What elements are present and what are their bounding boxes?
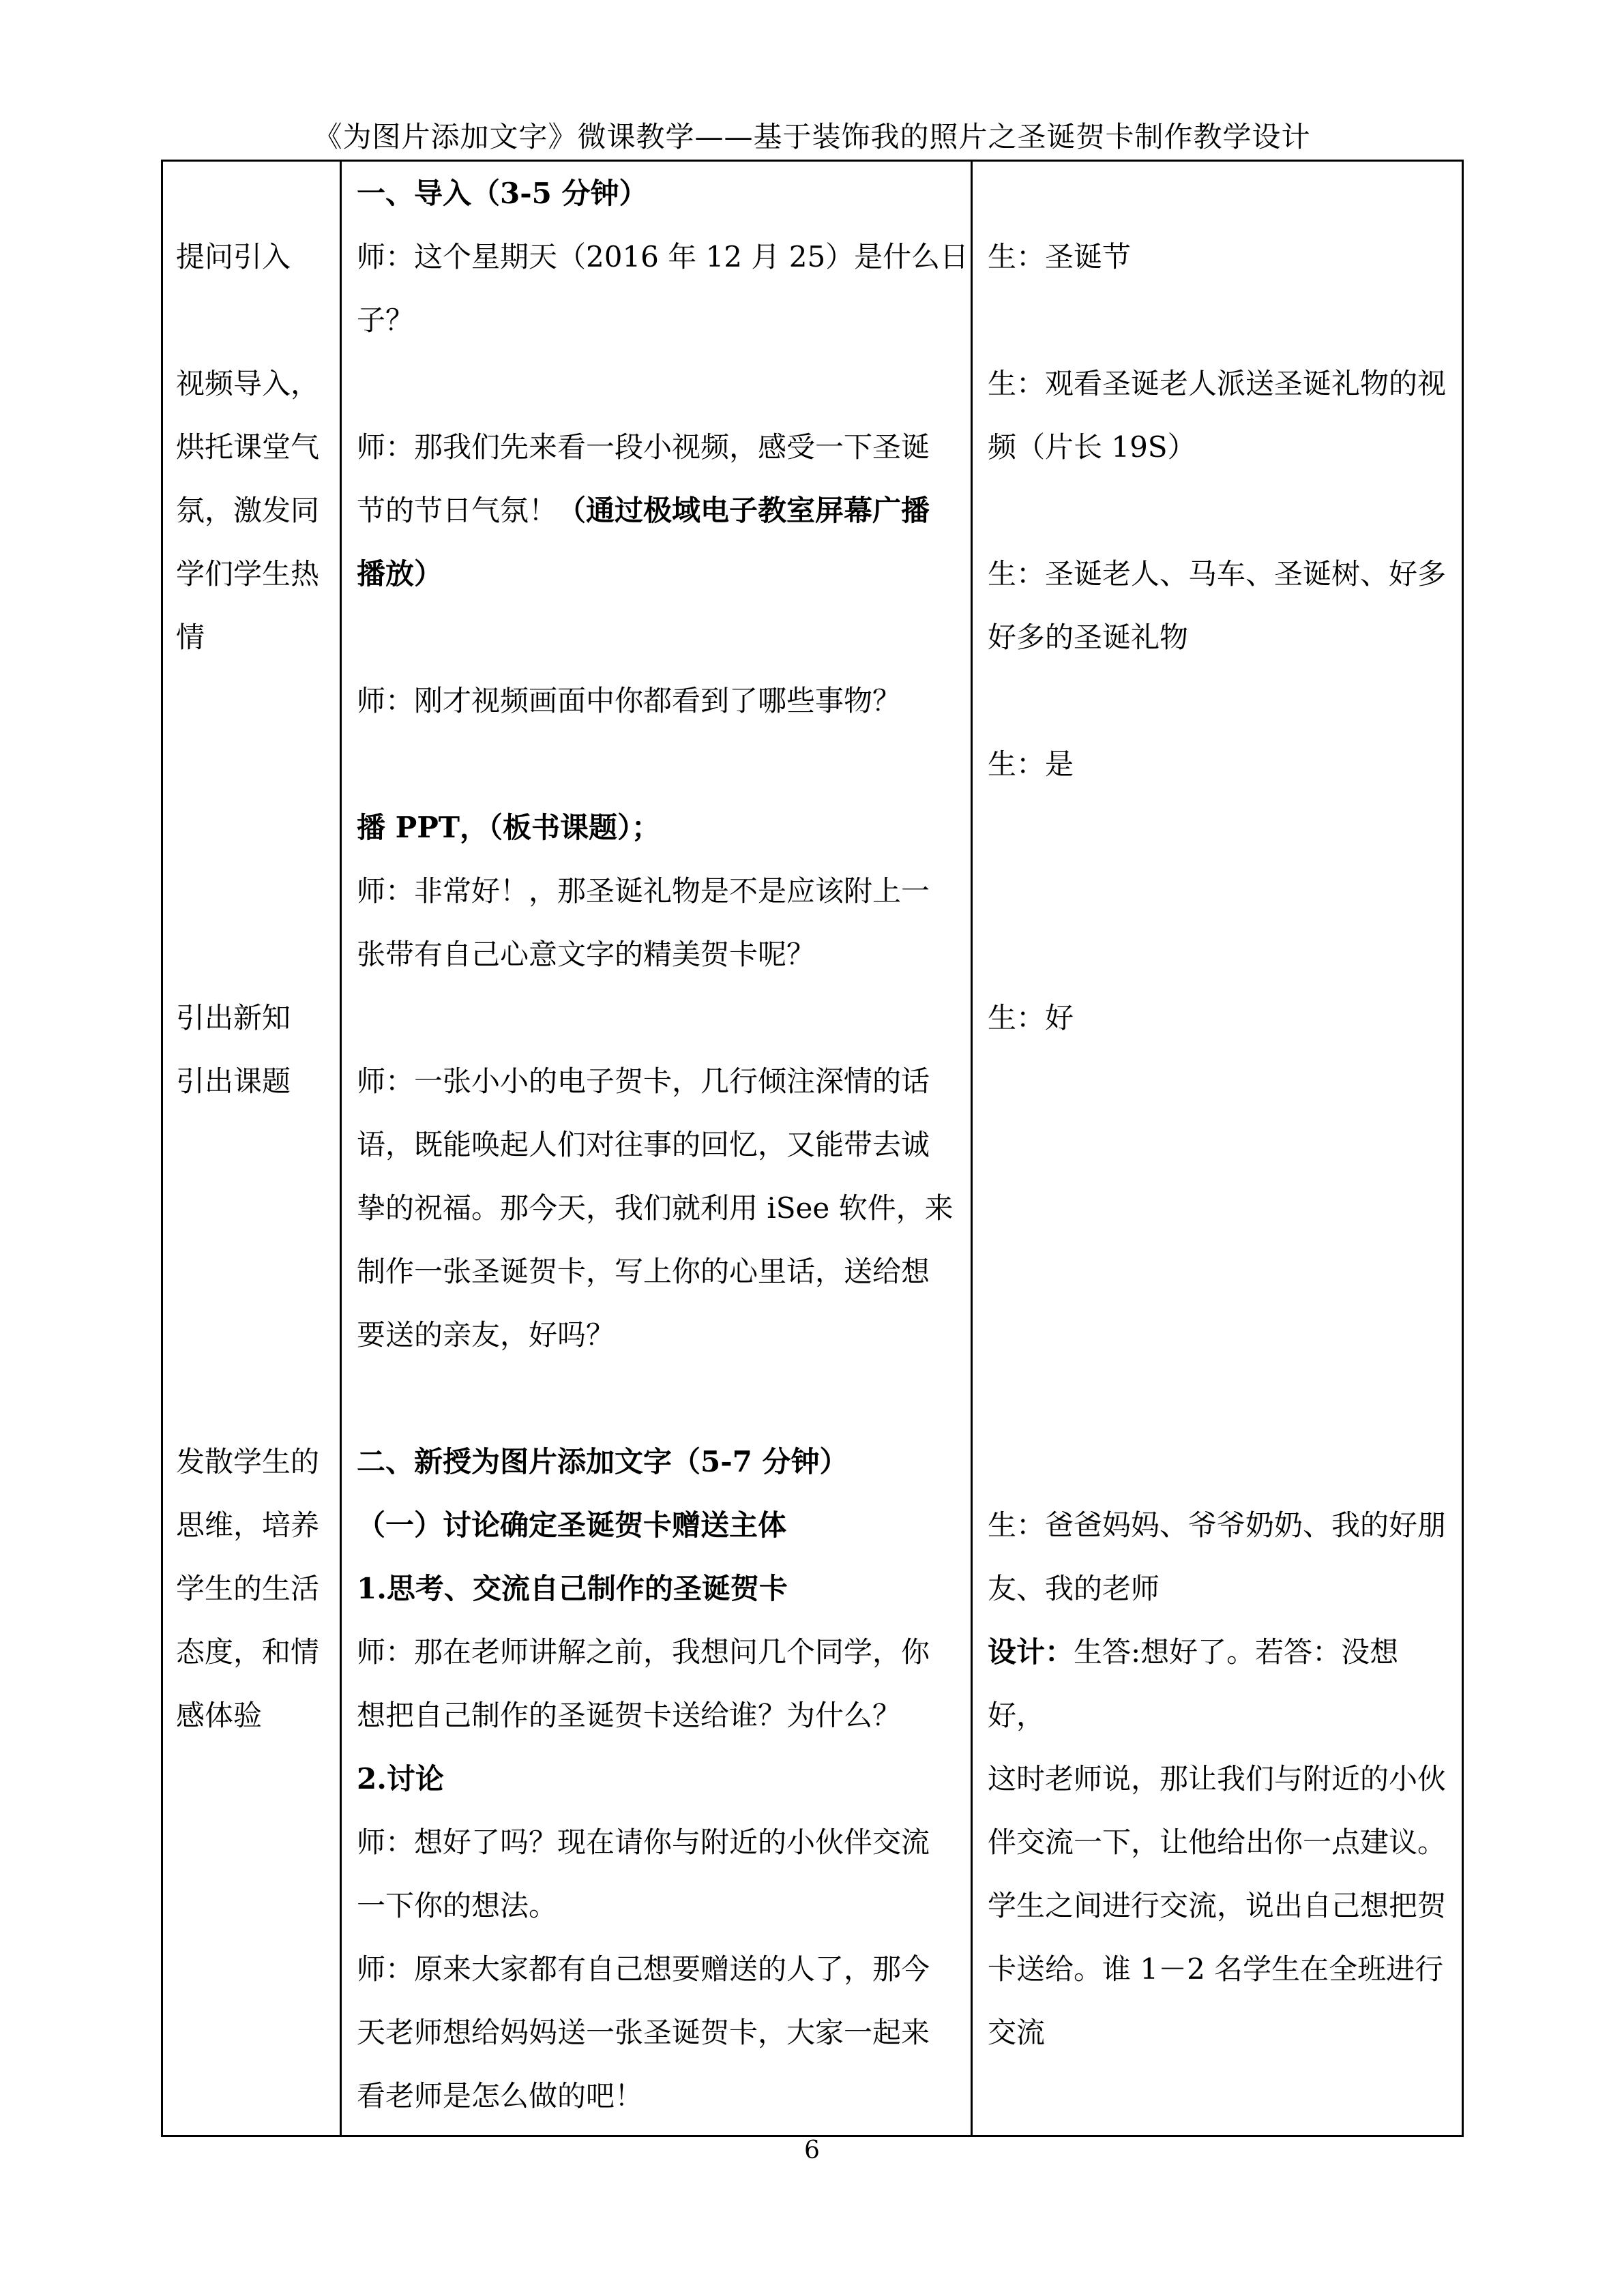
text-line: 提问引入 [176,240,291,273]
text-line: 生：观看圣诞老人派送圣诞礼物的视 [988,367,1447,400]
text-line: 学生的生活 [176,1572,320,1605]
objectives-column [176,162,333,1747]
text-line: 制作一张圣诞贺卡，写上你的心里话，送给想 [357,1255,930,1288]
text-line: 氛，激发同 [176,494,320,527]
blank-line [988,1367,1458,1430]
blank-line [176,732,333,796]
blank-line [357,986,964,1049]
text-line: 师：那在老师讲解之前，我想问几个同学，你 [357,1635,930,1669]
blank-line [176,669,333,732]
text-line: 学生之间进行交流，说出自己想把贺 [988,1889,1447,1922]
text-line: 这时老师说，那让我们与附近的小伙 [988,1762,1447,1795]
text-line: 师：那我们先来看一段小视频，感受一下圣诞 [357,430,930,464]
text-span: 设计： [988,1635,1074,1669]
text-line: 师：一张小小的电子贺卡，几行倾注深情的话 [357,1064,930,1098]
blank-line [357,352,964,415]
text-line: 师：刚才视频画面中你都看到了哪些事物？ [357,684,902,717]
table-divider [340,160,342,2137]
blank-line [176,162,333,225]
text-line: 发散学生的 [176,1445,320,1478]
text-line: 友、我的老师 [988,1572,1160,1605]
text-line: 生：是 [988,747,1074,781]
blank-line [988,479,1458,542]
text-line: 师：原来大家都有自己想要赠送的人了，那今 [357,1952,930,1986]
blank-line [176,1240,333,1303]
blank-line [988,1430,1458,1493]
table-divider [971,160,973,2137]
text-line: 生：圣诞节 [988,240,1132,273]
blank-line [357,1367,964,1430]
text-line: 视频导入， [176,367,320,400]
text-line: 生：好 [988,1001,1074,1034]
text-line: 二、新授为图片添加文字（5-7 分钟） [357,1445,848,1478]
student-activity-column [988,162,1458,2064]
text-line: 生：圣诞老人、马车、圣诞树、好多 [988,557,1447,591]
text-span: 节的节日气氛！ [357,494,558,527]
text-line: 一下你的想法。 [357,1889,558,1922]
blank-line [176,1113,333,1176]
text-line: 好， [988,1699,1046,1732]
text-line: 看老师是怎么做的吧！ [357,2079,644,2113]
text-line: 态度，和情 [176,1635,320,1669]
blank-line [176,796,333,859]
blank-line [988,669,1458,732]
text-line: 想把自己制作的圣诞贺卡送给谁？为什么？ [357,1699,902,1732]
text-span: （通过极域电子教室屏幕广播 [557,494,930,527]
text-line: 播放） [357,557,443,591]
text-line: 语，既能唤起人们对往事的回忆，又能带去诚 [357,1128,930,1161]
blank-line [176,1176,333,1240]
text-line: 频（片长 19S） [988,430,1196,464]
text-line: 师：这个星期天（2016 年 12 月 25）是什么日 [357,240,969,273]
text-line: 1.思考、交流自己制作的圣诞贺卡 [357,1572,788,1605]
blank-line [357,606,964,669]
blank-line [988,288,1458,352]
text-line: 学们学生热 [176,557,320,591]
text-line: 思维，培养 [176,1508,320,1542]
text-line [357,479,964,542]
text-span: 生答:想好了。若答：没想 [1074,1635,1399,1669]
blank-line [988,796,1458,859]
teacher-activity-column [357,162,969,2128]
blank-line [176,1303,333,1367]
blank-line [988,1113,1458,1176]
text-line: 生：爸爸妈妈、爷爷奶奶、我的好朋 [988,1508,1447,1542]
text-line: 要送的亲友，好吗？ [357,1318,615,1352]
text-line: 子？ [357,303,415,337]
text-line: 挚的祝福。那今天，我们就利用 iSee 软件，来 [357,1191,954,1225]
text-line: 播 PPT，（板书课题）； [357,811,661,844]
text-line: 天老师想给妈妈送一张圣诞贺卡，大家一起来 [357,2016,930,2049]
text-line: 张带有自己心意文字的精美贺卡呢？ [357,938,816,971]
text-line: 一、导入（3-5 分钟） [357,177,648,210]
blank-line [988,923,1458,986]
text-line: 感体验 [176,1699,263,1732]
blank-line [357,732,964,796]
blank-line [988,1049,1458,1113]
blank-line [988,1303,1458,1367]
text-line [988,1620,1458,1684]
blank-line [176,288,333,352]
document-title: 《为图片添加文字》微课教学——基于装饰我的照片之圣诞贺卡制作教学设计 [313,120,1311,153]
text-line: 师：非常好！，那圣诞礼物是不是应该附上一 [357,874,930,908]
blank-line [988,1240,1458,1303]
blank-line [176,923,333,986]
text-line: 交流 [988,2016,1046,2049]
text-line: 好多的圣诞礼物 [988,621,1189,654]
text-line: 引出新知 [176,1001,291,1034]
text-line: 卡送给。谁 1－2 名学生在全班进行 [988,1952,1444,1986]
blank-line [176,1367,333,1430]
text-line: 伴交流一下，让他给出你一点建议。 [988,1825,1447,1859]
text-line: 师：想好了吗？现在请你与附近的小伙伴交流 [357,1825,930,1859]
text-line: 引出课题 [176,1064,291,1098]
blank-line [988,1176,1458,1240]
blank-line [176,859,333,923]
text-line: 情 [176,621,205,654]
text-line: （一）讨论确定圣诞贺卡赠送主体 [357,1508,787,1542]
text-line: 2.讨论 [357,1762,444,1795]
blank-line [988,859,1458,923]
page-number: 6 [804,2136,820,2164]
blank-line [988,162,1458,225]
text-line: 烘托课堂气 [176,430,320,464]
